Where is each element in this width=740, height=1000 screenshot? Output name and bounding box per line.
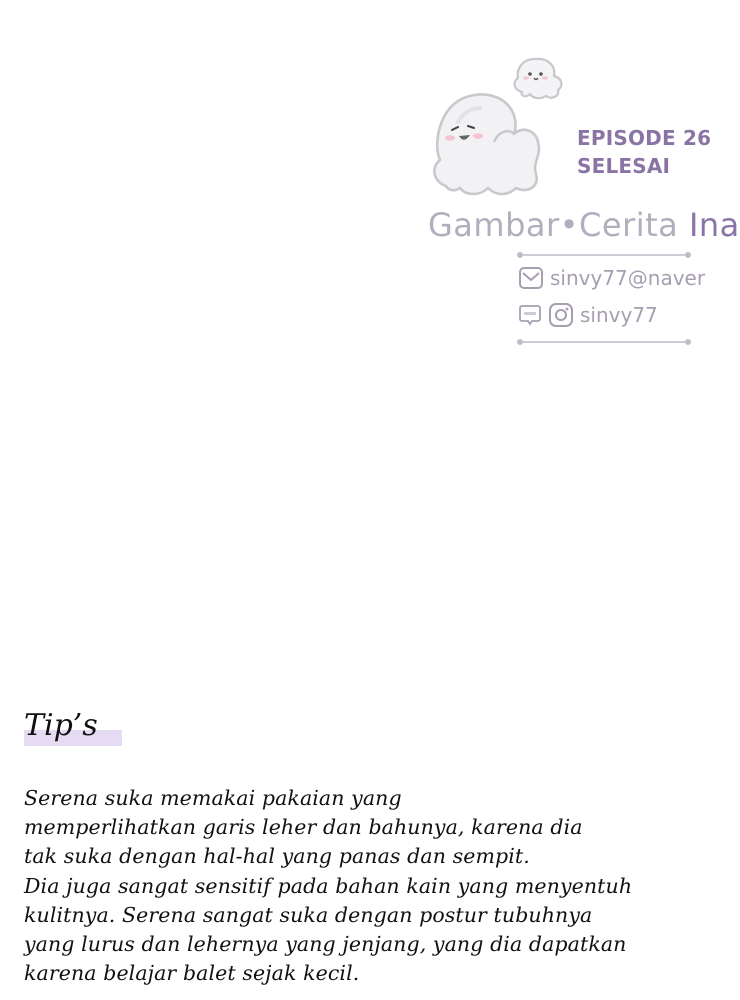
author-credit	[428, 206, 740, 244]
ghost-large-icon	[428, 82, 550, 200]
contact-email: sinvy77@naver	[550, 266, 706, 290]
tips-line: tak suka dengan hal-hal yang panas dan sempit.	[24, 844, 530, 869]
episode-status: SELESAI	[577, 154, 671, 178]
contact-instagram-row	[518, 302, 658, 328]
tips-body	[24, 784, 704, 988]
tips-heading: Tip’s	[24, 708, 98, 743]
instagram-icon	[548, 302, 574, 328]
tips-line: Dia juga sangat sensitif pada bahan kain yang menyentuh	[24, 873, 633, 898]
divider-top	[516, 250, 692, 260]
tips-line: karena belajar balet sejak kecil.	[24, 961, 360, 986]
tips-line: memperlihatkan garis leher dan bahunya, karena dia	[24, 815, 583, 840]
blog-icon	[518, 303, 542, 327]
divider-bottom	[516, 337, 692, 347]
mail-icon	[518, 266, 544, 290]
tips-line: Serena suka memakai pakaian yang	[24, 786, 402, 810]
tips-line: yang lurus dan lehernya yang jenjang, yang dia dapatkan	[24, 932, 627, 957]
credit-author-name: Ina	[688, 206, 740, 244]
episode-label	[577, 124, 711, 180]
credit-prefix: Gambar•Cerita	[428, 206, 679, 244]
tips-line: kulitnya. Serena sangat suka dengan postur tubuhnya	[24, 902, 593, 927]
episode-number: EPISODE 26	[577, 126, 712, 150]
contact-instagram: sinvy77	[580, 303, 658, 327]
contact-email-row	[518, 266, 705, 290]
